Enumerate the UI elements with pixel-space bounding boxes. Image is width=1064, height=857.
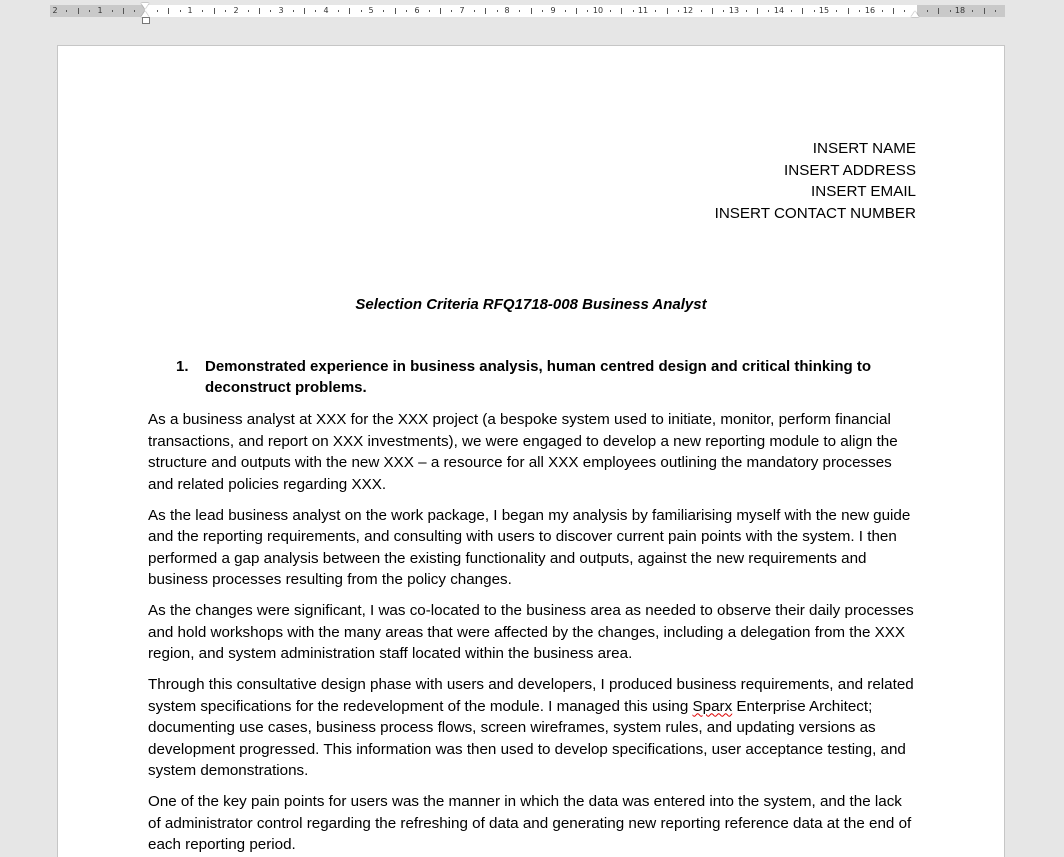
ruler-tick bbox=[248, 10, 249, 12]
ruler-label: 9 bbox=[550, 6, 556, 15]
ruler-label: 7 bbox=[459, 6, 465, 15]
paragraph-2: As the lead business analyst on the work package, I began my analysis by familiarising myself with the new guide and the reporting requirements, and consulting with users to discover current pain points with the system. I then performed a gap analysis between the existing functionality and outputs, against the new requirements and business processes resulting from the policy changes. bbox=[148, 506, 911, 588]
first-line-indent-marker[interactable] bbox=[141, 3, 149, 9]
ruler-tick bbox=[474, 10, 475, 12]
paragraph-4-end: Enterprise Architect; documenting use cases, business process flows, screen wireframes, system rules, and updating versions as development progressed. This information was then used to develop specifications, user acceptance testing, and system demonstrations. bbox=[148, 697, 906, 779]
ruler-label: 8 bbox=[504, 6, 510, 15]
sender-email: INSERT EMAIL bbox=[811, 183, 916, 200]
ruler-tick bbox=[701, 10, 702, 12]
ruler-label: 12 bbox=[682, 6, 694, 15]
ruler-tick bbox=[440, 8, 441, 14]
ruler-tick bbox=[576, 8, 577, 14]
ruler-tick bbox=[78, 8, 79, 14]
ruler-tick bbox=[667, 8, 668, 14]
paragraph-3: As the changes were significant, I was co-located to the business area as needed to observe their daily processes and hold workshops with the many areas that were affected by the changes, including a delegation from the XXX region, and system administration staff located within the business area. bbox=[148, 602, 914, 662]
ruler-tick bbox=[542, 10, 543, 12]
sender-address: INSERT ADDRESS bbox=[784, 161, 916, 179]
ruler-tick bbox=[814, 10, 815, 12]
left-indent-marker[interactable] bbox=[142, 17, 150, 24]
ruler-tick bbox=[927, 10, 928, 12]
ruler-tick bbox=[678, 10, 679, 12]
document-title: Selection Criteria RFQ1718-008 Business Analyst bbox=[355, 296, 707, 313]
ruler-tick bbox=[791, 10, 792, 12]
sender-contact-number: INSERT CONTACT NUMBER bbox=[714, 204, 916, 222]
ruler-tick bbox=[112, 10, 113, 12]
ruler-label: 6 bbox=[414, 6, 420, 15]
ruler-tick bbox=[259, 8, 260, 14]
ruler-tick bbox=[168, 8, 169, 14]
ruler-tick bbox=[802, 8, 803, 14]
ruler-label: 3 bbox=[278, 6, 284, 15]
ruler-tick bbox=[587, 10, 588, 12]
right-indent-marker[interactable] bbox=[911, 11, 919, 17]
ruler-label: 18 bbox=[954, 6, 966, 15]
ruler-tick bbox=[610, 10, 611, 12]
ruler-tick bbox=[633, 10, 634, 12]
ruler-tick bbox=[338, 10, 339, 12]
horizontal-ruler[interactable] bbox=[50, 5, 1005, 17]
ruler-tick bbox=[904, 10, 905, 12]
ruler-label: 10 bbox=[592, 6, 604, 15]
ruler-label: 16 bbox=[864, 6, 876, 15]
ruler-label: 4 bbox=[323, 6, 329, 15]
ruler-label: 1 bbox=[187, 6, 193, 15]
ruler-tick bbox=[938, 8, 939, 14]
ruler-tick bbox=[395, 8, 396, 14]
ruler-tick bbox=[315, 10, 316, 12]
ruler-label: 13 bbox=[728, 6, 740, 15]
ruler-label: 15 bbox=[818, 6, 830, 15]
ruler-tick bbox=[531, 8, 532, 14]
ruler-tick bbox=[270, 10, 271, 12]
ruler-tick bbox=[361, 10, 362, 12]
ruler-tick bbox=[406, 10, 407, 12]
ruler-tick bbox=[66, 10, 67, 12]
document-page[interactable] bbox=[57, 45, 1005, 857]
ruler-tick bbox=[995, 10, 996, 12]
ruler-tick bbox=[757, 8, 758, 14]
ruler-tick bbox=[621, 8, 622, 14]
ruler-tick bbox=[293, 10, 294, 12]
ruler-tick bbox=[655, 10, 656, 12]
ruler-tick bbox=[746, 10, 747, 12]
ruler-tick bbox=[519, 10, 520, 12]
ruler-label: 11 bbox=[637, 6, 649, 15]
ruler-tick bbox=[180, 10, 181, 12]
ruler-tick bbox=[972, 10, 973, 12]
ruler-tick bbox=[214, 8, 215, 14]
ruler-tick bbox=[882, 10, 883, 12]
ruler-scale bbox=[50, 5, 1005, 17]
ruler-label: 1 bbox=[97, 6, 103, 15]
ruler-tick bbox=[768, 10, 769, 12]
ruler-tick bbox=[712, 8, 713, 14]
paragraph-1: As a business analyst at XXX for the XXX project (a bespoke system used to initiate, monitor, perform financial transactions, and report on XXX investments), we were engaged to develop a new reporting module to align the structure and outputs with the new XXX – a resource for all XXX employees outlining the mandatory processes and related policies regarding XXX. bbox=[148, 411, 898, 493]
ruler-tick bbox=[304, 8, 305, 14]
ruler-tick bbox=[859, 10, 860, 12]
ruler-tick bbox=[429, 10, 430, 12]
paragraph-4-start: Through this consultative design phase with users and developers, I produced business requirements, and related system specifications for the redevelopment of the module. I managed this using bbox=[148, 676, 914, 715]
ruler-tick bbox=[984, 8, 985, 14]
ruler-tick bbox=[950, 10, 951, 12]
ruler-tick bbox=[383, 10, 384, 12]
ruler-tick bbox=[485, 8, 486, 14]
ruler-tick bbox=[451, 10, 452, 12]
ruler-tick bbox=[123, 8, 124, 14]
sender-name: INSERT NAME bbox=[812, 140, 916, 157]
criterion-number: 1. bbox=[176, 358, 189, 375]
paragraph-5: One of the key pain points for users was the manner in which the data was entered into the system, and the lack of administrator control regarding the refreshing of data and generating new reporting reference data at the end of each reporting period. bbox=[148, 793, 912, 853]
criterion-text: Demonstrated experience in business analysis, human centred design and critical thinking to deconstruct problems. bbox=[205, 358, 872, 396]
ruler-label: 5 bbox=[368, 6, 374, 15]
ruler-tick bbox=[202, 10, 203, 12]
ruler-tick bbox=[349, 8, 350, 14]
criterion-list-item bbox=[176, 356, 886, 398]
ruler-tick bbox=[157, 10, 158, 12]
sender-address-block bbox=[715, 138, 916, 224]
paragraph-4 bbox=[148, 674, 918, 782]
ruler-tick bbox=[893, 8, 894, 14]
ruler-label: 2 bbox=[233, 6, 239, 15]
ruler-tick bbox=[225, 10, 226, 12]
spelling-error-word[interactable]: Sparx bbox=[692, 697, 733, 715]
ruler-tick bbox=[723, 10, 724, 12]
document-body bbox=[148, 409, 918, 857]
ruler-tick bbox=[497, 10, 498, 12]
ruler-tick bbox=[848, 8, 849, 14]
ruler-label: 14 bbox=[773, 6, 785, 15]
ruler-tick bbox=[836, 10, 837, 12]
ruler-tick bbox=[134, 10, 135, 12]
ruler-tick bbox=[89, 10, 90, 12]
ruler-tick bbox=[565, 10, 566, 12]
ruler-label: 2 bbox=[52, 6, 58, 15]
